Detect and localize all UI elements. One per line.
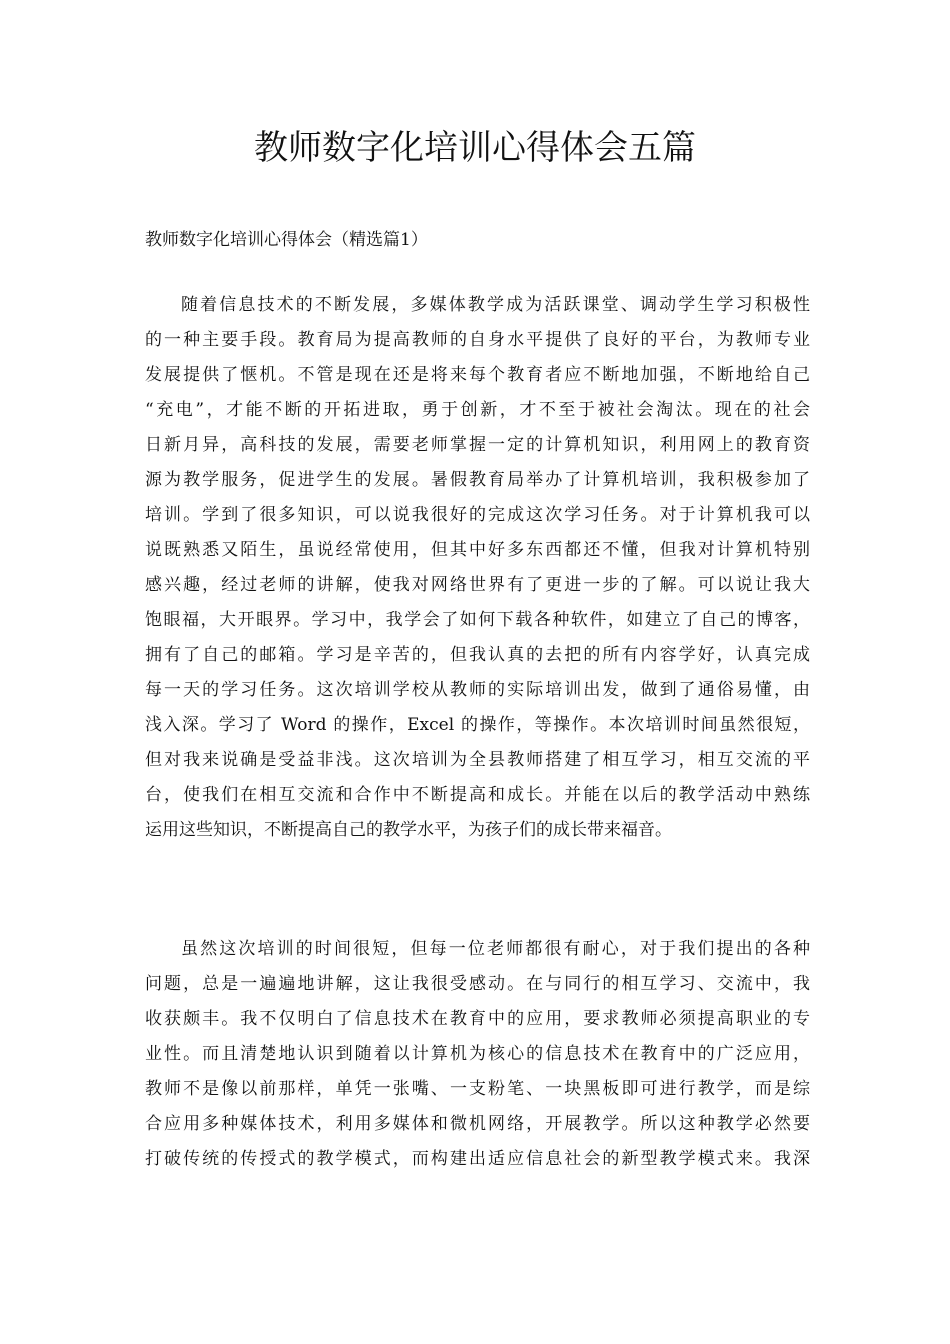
paragraph-line: 运用这些知识，不断提高自己的教学水平，为孩子们的成长带来福音。 (145, 820, 672, 840)
document-title: 教师数字化培训心得体会五篇 (254, 128, 696, 168)
paragraph-line: “充电”，才能不断的开拓进取，勇于创新，才不至于被社会淘汰。现在的社会 (145, 400, 810, 420)
paragraph-line: 随着信息技术的不断发展，多媒体教学成为活跃课堂、调动学生学习积极性 (181, 295, 810, 315)
paragraph-line: 说既熟悉又陌生，虽说经常使用，但其中好多东西都还不懂，但我对计算机特别 (145, 540, 810, 560)
paragraph-2 (145, 932, 810, 1177)
paragraph-line: 虽然这次培训的时间很短，但每一位老师都很有耐心，对于我们提出的各种 (181, 939, 810, 959)
paragraph-line: 日新月异，高科技的发展，需要老师掌握一定的计算机知识，利用网上的教育资 (145, 435, 810, 455)
paragraph-line: 打破传统的传授式的教学模式，而构建出适应信息社会的新型教学模式来。我深 (145, 1149, 810, 1169)
paragraph-line: 发展提供了惬机。不管是现在还是将来每个教育者应不断地加强，不断地给自己 (145, 365, 810, 385)
paragraph-line: 收获颇丰。我不仅明白了信息技术在教育中的应用，要求教师必须提高职业的专 (145, 1009, 810, 1029)
paragraph-line: 台，使我们在相互交流和合作中不断提高和成长。并能在以后的教学活动中熟练 (145, 785, 810, 805)
paragraph-line: 源为教学服务，促进学生的发展。暑假教育局举办了计算机培训，我积极参加了 (145, 470, 810, 490)
paragraph-1 (145, 288, 810, 848)
paragraph-line: 合应用多种媒体技术，利用多媒体和微机网络，开展教学。所以这种教学必然要 (145, 1114, 810, 1134)
paragraph-line: 拥有了自己的邮箱。学习是辛苦的，但我认真的去把的所有内容学好，认真完成 (145, 645, 810, 665)
paragraph-line: 业性。而且清楚地认识到随着以计算机为核心的信息技术在教育中的广泛应用， (145, 1044, 810, 1064)
paragraph-line: 但对我来说确是受益非浅。这次培训为全县教师搭建了相互学习，相互交流的平 (145, 750, 810, 770)
paragraph-line: 每一天的学习任务。这次培训学校从教师的实际培训出发，做到了通俗易懂，由 (145, 680, 810, 700)
paragraph-line: 培训。学到了很多知识，可以说我很好的完成这次学习任务。对于计算机我可以 (145, 505, 810, 525)
paragraph-line: 教师不是像以前那样，单凭一张嘴、一支粉笔、一块黑板即可进行教学，而是综 (145, 1079, 810, 1099)
section-heading: 教师数字化培训心得体会（精选篇1） (145, 230, 428, 250)
paragraph-line: 饱眼福，大开眼界。学习中，我学会了如何下载各种软件，如建立了自己的博客， (145, 610, 810, 630)
paragraph-line: 问题，总是一遍遍地讲解，这让我很受感动。在与同行的相互学习、交流中，我 (145, 974, 810, 994)
paragraph-line: 浅入深。学习了 Word 的操作，Excel 的操作，等操作。本次培训时间虽然很短， (145, 715, 810, 735)
paragraph-line: 感兴趣，经过老师的讲解，使我对网络世界有了更进一步的了解。可以说让我大 (145, 575, 810, 595)
paragraph-line: 的一种主要手段。教育局为提高教师的自身水平提供了良好的平台，为教师专业 (145, 330, 810, 350)
